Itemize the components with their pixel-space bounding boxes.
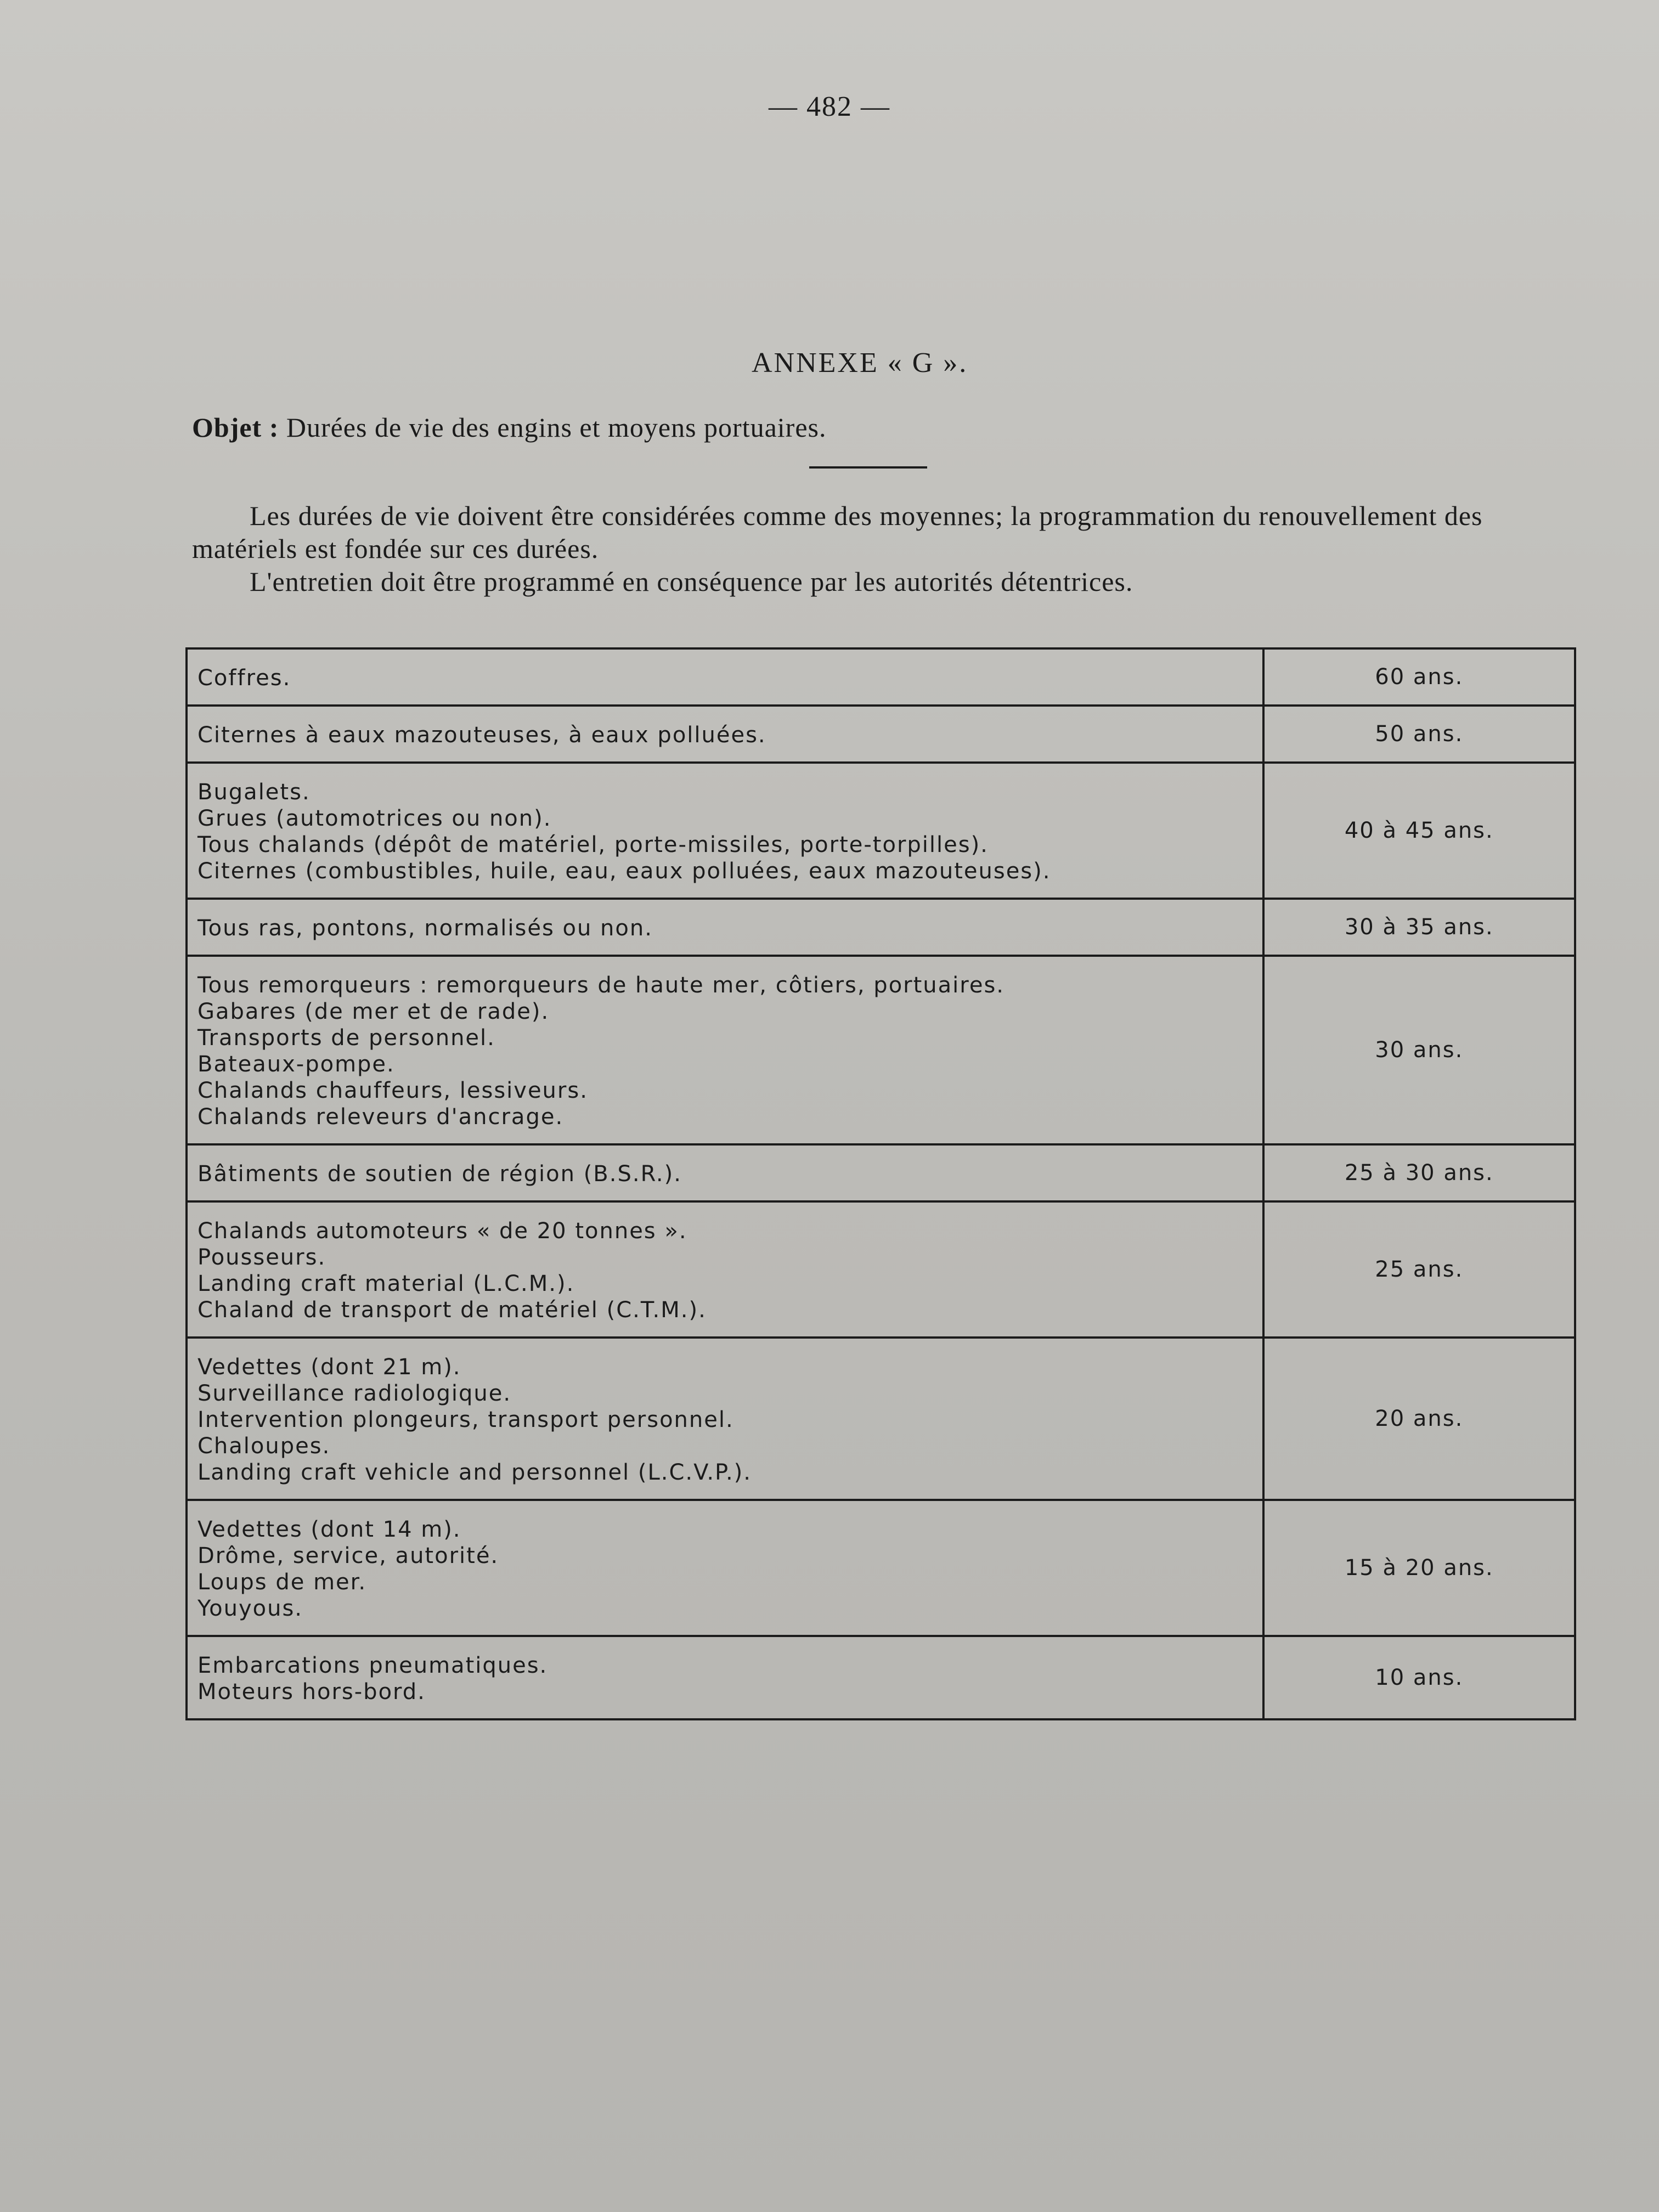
objet-line [192,411,826,443]
lifetime-duration-cell: 50 ans. [1263,706,1575,763]
vessel-type-line: Chalands automoteurs « de 20 tonnes ». [198,1218,687,1244]
vessel-type-line: Bâtiments de soutien de région (B.S.R.). [198,1161,682,1187]
vessel-type-line: Pousseurs. [198,1245,326,1270]
vessel-type-line: Embarcations pneumatiques. [198,1653,548,1678]
vessel-type-line: Gabares (de mer et de rade). [198,999,550,1024]
lifetime-duration-cell: 25 ans. [1263,1201,1575,1338]
vessel-type-line: Tous ras, pontons, normalisés ou non. [198,916,653,941]
vessel-type-line: Loups de mer. [198,1570,367,1595]
vessel-type-line: Transports de personnel. [198,1025,495,1051]
vessel-type-line: Moteurs hors-bord. [198,1679,426,1705]
vessel-type-line: Vedettes (dont 14 m). [198,1517,461,1542]
objet-text: Durées de vie des engins et moyens portuaires. [286,412,827,443]
vessel-type-line: Citernes à eaux mazouteuses, à eaux polluées. [198,723,766,748]
vessel-types-cell [187,899,1263,956]
lifetime-duration-cell: 40 à 45 ans. [1263,763,1575,899]
lifetime-table [185,647,1576,1720]
vessel-type-line: Chaland de transport de matériel (C.T.M.). [198,1297,707,1323]
table-row [187,1144,1575,1201]
lifetime-duration-cell: 10 ans. [1263,1636,1575,1719]
vessel-type-line: Coffres. [198,665,291,691]
vessel-type-line: Landing craft material (L.C.M.). [198,1271,575,1296]
intro-paragraph-2: L'entretien doit être programmé en conséquence par les autorités détentrices. [250,566,1133,597]
vessel-types-cell [187,1144,1263,1201]
vessel-type-line: Chaloupes. [198,1434,331,1459]
vessel-type-line: Chalands chauffeurs, lessiveurs. [198,1078,588,1103]
vessel-types-cell [187,1338,1263,1500]
vessel-type-line: Citernes (combustibles, huile, eau, eaux polluées, eaux mazouteuses). [198,859,1051,884]
vessel-type-line: Drôme, service, autorité. [198,1543,499,1568]
vessel-type-line: Landing craft vehicle and personnel (L.C.V.P.). [198,1460,752,1485]
intro-text [192,499,1553,598]
table-row [187,706,1575,763]
divider-rule [809,466,927,469]
lifetime-duration-cell: 60 ans. [1263,648,1575,706]
vessel-type-line: Intervention plongeurs, transport personnel. [198,1407,734,1432]
vessel-types-cell [187,706,1263,763]
lifetime-duration-cell: 30 ans. [1263,956,1575,1144]
page-number: — 482 — [769,91,890,122]
lifetime-duration-cell: 15 à 20 ans. [1263,1500,1575,1636]
vessel-types-cell [187,763,1263,899]
table-row [187,1201,1575,1338]
table-row [187,1338,1575,1500]
vessel-type-line: Surveillance radiologique. [198,1381,512,1406]
lifetime-duration-cell: 20 ans. [1263,1338,1575,1500]
lifetime-table-body [187,648,1575,1719]
vessel-types-cell [187,1201,1263,1338]
table-row [187,763,1575,899]
intro-paragraph-1: Les durées de vie doivent être considérées comme des moyennes; la programmation du renouvellement des matériels est fondée sur ces durées. [192,500,1483,564]
vessel-types-cell [187,648,1263,706]
vessel-type-line: Tous remorqueurs : remorqueurs de haute mer, côtiers, portuaires. [198,973,1005,998]
annex-title: ANNEXE « G ». [752,347,968,379]
vessel-types-cell [187,1500,1263,1636]
vessel-types-cell [187,956,1263,1144]
table-row [187,956,1575,1144]
table-row [187,648,1575,706]
vessel-type-line: Vedettes (dont 21 m). [198,1355,461,1380]
vessel-type-line: Bateaux-pompe. [198,1052,395,1077]
vessel-type-line: Tous chalands (dépôt de matériel, porte-missiles, porte-torpilles). [198,832,989,857]
vessel-type-line: Youyous. [198,1596,303,1621]
vessel-types-cell [187,1636,1263,1719]
vessel-type-line: Chalands releveurs d'ancrage. [198,1104,564,1130]
table-row [187,899,1575,956]
vessel-type-line: Grues (automotrices ou non). [198,806,552,831]
objet-label: Objet : [192,412,279,443]
lifetime-duration-cell: 25 à 30 ans. [1263,1144,1575,1201]
lifetime-duration-cell: 30 à 35 ans. [1263,899,1575,956]
vessel-type-line: Bugalets. [198,780,311,805]
table-row [187,1636,1575,1719]
table-row [187,1500,1575,1636]
